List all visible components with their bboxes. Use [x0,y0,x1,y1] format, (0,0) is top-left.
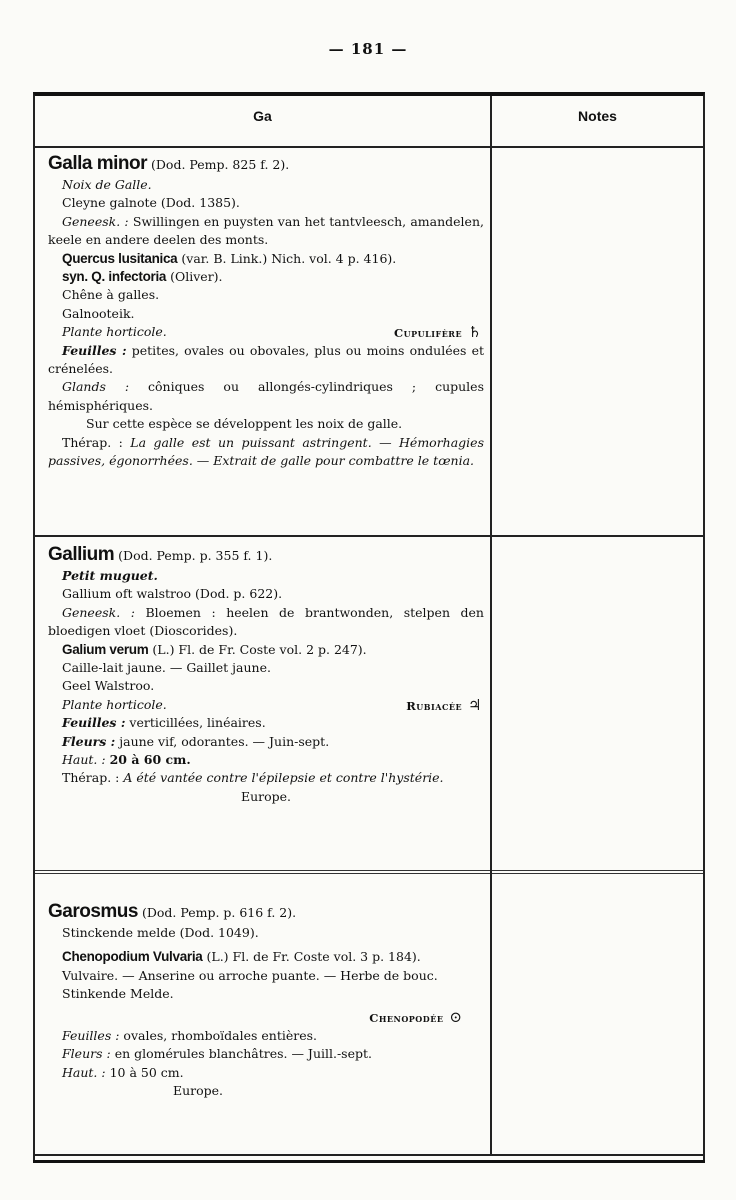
header-rule [35,146,490,148]
family-label: Cupulifère ♄ [394,323,482,342]
column-header-notes: Notes [578,108,617,124]
entry-line: Cleyne galnote (Dod. 1385). [62,195,240,211]
entry-line: Feuilles : verticillées, linéaires. [62,715,266,731]
entry-line: Chenopodium Vulvaria (L.) Fl. de Fr. Coste vol. 3 p. 184). [62,949,421,965]
entry-line: Gallium oft walstroo (Dod. p. 622). [62,586,283,602]
jupiter-icon: ♃ [468,695,482,714]
entry-line: Stinckende melde (Dod. 1049). [62,925,259,940]
entry-divider [35,535,490,537]
annual-icon: ⊙ [449,1007,462,1026]
entry-gallium [48,543,484,806]
entry-line: Sur cette espèce se développent les noix de galle. [86,416,403,432]
entry-line: Noix de Galle. [62,177,152,192]
entry-region: Europe. [240,788,292,804]
entry-title: Garosmus [48,901,138,922]
entry-line: Galnooteik. [62,305,135,321]
entry-line: Petit muguet. [62,568,158,583]
column-divider [490,96,492,1154]
family-label: Rubiacée ♃ [406,695,482,714]
entry-paragraph: Thérap. : La galle est un puissant astringent. — Hémorhagies passives, égonorrhées. — Extrait de galle pour combattre le tœnia. [48,434,484,469]
entry-line: Stinkende Melde. [62,986,174,1002]
entry-galla-minor [48,152,484,471]
bottom-rule [33,1160,705,1163]
entry-divider [492,535,703,537]
entry-paragraph: Thérap. : A été vantée contre l'épilepsie et contre l'hystérie. [62,770,444,786]
entry-paragraph: Feuilles : petites, ovales ou obovales, plus ou moins ondulées et crénelées. [48,342,484,377]
saturn-icon: ♄ [468,323,482,342]
entry-region: Europe. [172,1083,224,1099]
entry-reference: (Dod. Pemp. p. 616 f. 2). [141,905,297,920]
entry-title: Galla minor [48,153,148,174]
entry-line: Fleurs : en glomérules blanchâtres. — Juill.-sept. [62,1046,372,1062]
entry-line: Feuilles : ovales, rhomboïdales entières. [62,1028,318,1044]
entry-line: syn. Q. infectoria (Oliver). [62,269,223,285]
entry-line: Caille-lait jaune. — Gaillet jaune. [62,660,271,676]
entry-line: Vulvaire. — Anserine ou arroche puante. — Herbe de bouc. [62,967,438,983]
entry-line: Geel Walstroo. [62,678,155,694]
entry-garosmus [48,900,484,1101]
header-rule [492,146,703,148]
entry-line: Plante horticole. Rubiacée ♃ [62,695,482,714]
bottom-rule [33,1154,705,1156]
entry-title: Gallium [48,544,115,565]
entry-line: Galium verum (L.) Fl. de Fr. Coste vol. 2 p. 247). [62,641,367,657]
entry-paragraph: Geneesk. : Bloemen : heelen de brantwonden, stelpen den bloedigen vloet (Dioscorides). [48,604,484,639]
family-label: Chenopodée ⊙ [369,1007,462,1026]
entry-line: Plante horticole. Cupulifère ♄ [62,323,482,342]
entry-divider [492,870,703,874]
page-number: — 181 — [328,40,408,58]
entry-line: Fleurs : jaune vif, odorantes. — Juin-sept. [62,733,330,749]
entry-paragraph: Geneesk. : Swillingen en puysten van het tantvleesch, amandelen, keele en andere deelen des monts. [48,213,484,248]
entry-line: Haut. : 10 à 50 cm. [62,1064,184,1080]
entry-paragraph: Glands : côniques ou allongés-cylindriques ; cupules hémisphériques. [48,379,484,413]
entry-divider [35,870,490,874]
entry-line: Chêne à galles. [62,287,160,303]
entry-line: Haut. : 20 à 60 cm. [62,752,191,768]
column-header-ga: Ga [253,108,272,124]
entry-line: Quercus lusitanica (var. B. Link.) Nich. vol. 4 p. 416). [62,250,397,266]
entry-reference: (Dod. Pemp. 825 f. 2). [151,157,290,172]
entry-reference: (Dod. Pemp. p. 355 f. 1). [118,548,273,563]
